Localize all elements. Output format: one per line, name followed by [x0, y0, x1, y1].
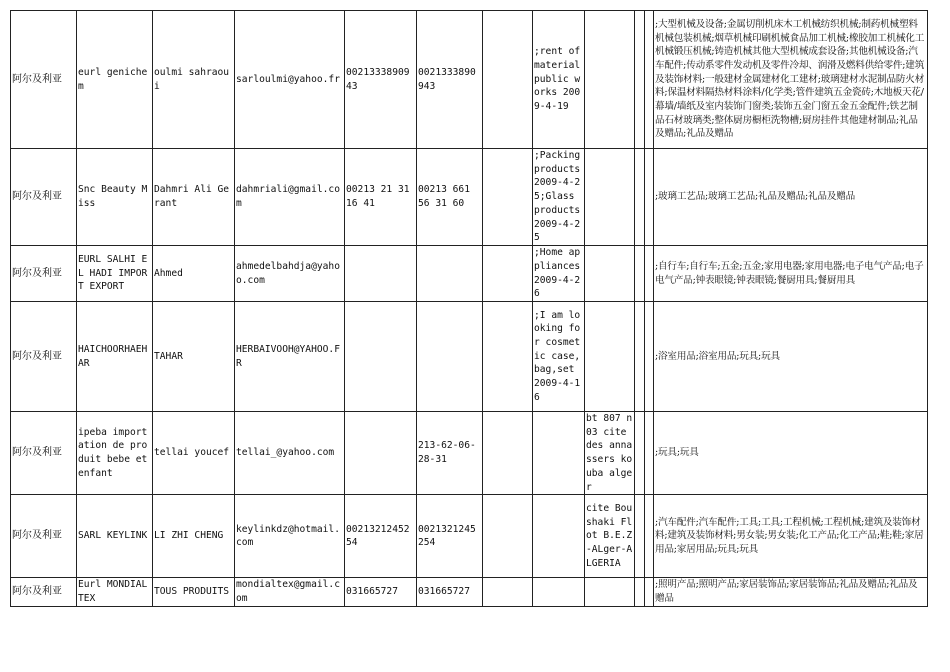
blank-cell	[645, 11, 654, 149]
blank-cell	[635, 578, 645, 606]
blank-cell	[483, 412, 533, 495]
phone-cell: 0021321245254	[345, 495, 417, 578]
country-cell: 阿尔及利亚	[11, 495, 77, 578]
blank-cell	[483, 11, 533, 149]
blank-cell	[645, 246, 654, 302]
contact-cell: oulmi sahraoui	[153, 11, 235, 149]
request-cell: ;Home appliances 2009-4-26	[533, 246, 585, 302]
address-cell	[585, 246, 635, 302]
blank-cell	[645, 495, 654, 578]
country-cell: 阿尔及利亚	[11, 11, 77, 149]
request-cell: ;rent of material public works 2009-4-19	[533, 11, 585, 149]
fax-cell	[417, 302, 483, 412]
products-cell: ;浴室用品;浴室用品;玩具;玩具	[654, 302, 928, 412]
address-cell	[585, 149, 635, 246]
table-row	[11, 149, 928, 246]
blank-cell	[645, 149, 654, 246]
address-cell: cite Boushaki Flot B.E.Z-ALger-ALGERIA	[585, 495, 635, 578]
address-cell	[585, 302, 635, 412]
company-cell: SARL KEYLINK	[77, 495, 153, 578]
company-cell: eurl genichem	[77, 11, 153, 149]
products-cell: ;玩具;玩具	[654, 412, 928, 495]
contact-cell: TOUS PRODUITS	[153, 578, 235, 606]
blank-cell	[483, 149, 533, 246]
email-cell: mondialtex@gmail.com	[235, 578, 345, 606]
company-cell: HAICHOORHAEHAR	[77, 302, 153, 412]
contact-cell: tellai youcef	[153, 412, 235, 495]
request-cell	[533, 412, 585, 495]
contacts-table	[10, 10, 928, 607]
address-cell: bt 807 n 03 cite des annassers kouba alger	[585, 412, 635, 495]
blank-cell	[645, 412, 654, 495]
table-row	[11, 495, 928, 578]
contact-cell: LI ZHI CHENG	[153, 495, 235, 578]
table-row	[11, 412, 928, 495]
request-cell: ;I am looking for cosmetic case,bag,set 2009-4-16	[533, 302, 585, 412]
blank-cell	[483, 578, 533, 606]
blank-cell	[635, 246, 645, 302]
email-cell: ahmedelbahdja@yahoo.com	[235, 246, 345, 302]
blank-cell	[483, 495, 533, 578]
company-cell: EURL SALHI EL HADI IMPORT EXPORT	[77, 246, 153, 302]
fax-cell	[417, 246, 483, 302]
contact-cell: Ahmed	[153, 246, 235, 302]
request-cell	[533, 578, 585, 606]
request-cell	[533, 495, 585, 578]
products-cell: ;大型机械及设备;金属切削机床木工机械纺织机械;制药机械塑料机械包装机械;烟草机械印刷机械食品加工机械;橡胶加工机械化工机械锻压机械;铸造机械其他大型机械成套设备;其他机械设备;汽车配件;传动系零件发动机及零件冷却、润滑及燃料供给零件;建筑及装饰材料;一般建材金属建材化工建材;玻璃建材水泥制品防火材料;保温材料隔热材料涂料/化学类;管件建筑五金瓷砖;木地板天花/幕墙/墙纸及室内装饰门窗类;装饰五金门窗五金五金配件;铁艺制品石材玻璃类;整体厨房橱柜洗物槽;厨房挂件其他建材制品;礼品及赠品;礼品及赠品	[654, 11, 928, 149]
table-row	[11, 11, 928, 149]
blank-cell	[645, 302, 654, 412]
email-cell: tellai_@yahoo.com	[235, 412, 345, 495]
blank-cell	[483, 302, 533, 412]
address-cell	[585, 11, 635, 149]
country-cell: 阿尔及利亚	[11, 246, 77, 302]
phone-cell: 031665727	[345, 578, 417, 606]
products-cell: ;玻璃工艺品;玻璃工艺品;礼品及赠品;礼品及赠品	[654, 149, 928, 246]
company-cell: Snc Beauty Miss	[77, 149, 153, 246]
fax-cell: 0021321245254	[417, 495, 483, 578]
blank-cell	[635, 302, 645, 412]
blank-cell	[483, 246, 533, 302]
products-cell: ;照明产品;照明产品;家居装饰品;家居装饰品;礼品及赠品;礼品及赠品	[654, 578, 928, 606]
country-cell: 阿尔及利亚	[11, 412, 77, 495]
country-cell: 阿尔及利亚	[11, 149, 77, 246]
company-cell: ipeba importation de produit bebe et enfant	[77, 412, 153, 495]
phone-cell: 00213 21 31 16 41	[345, 149, 417, 246]
blank-cell	[635, 495, 645, 578]
phone-cell	[345, 412, 417, 495]
phone-cell	[345, 246, 417, 302]
address-cell	[585, 578, 635, 606]
fax-cell: 213-62-06-28-31	[417, 412, 483, 495]
table-row	[11, 246, 928, 302]
blank-cell	[645, 578, 654, 606]
request-cell: ;Packing products 2009-4-25;Glass products 2009-4-25	[533, 149, 585, 246]
fax-cell: 031665727	[417, 578, 483, 606]
email-cell: dahmriali@gmail.com	[235, 149, 345, 246]
blank-cell	[635, 149, 645, 246]
table-row	[11, 578, 928, 606]
blank-cell	[635, 412, 645, 495]
phone-cell	[345, 302, 417, 412]
table-row	[11, 302, 928, 412]
country-cell: 阿尔及利亚	[11, 302, 77, 412]
contact-cell: TAHAR	[153, 302, 235, 412]
blank-cell	[635, 11, 645, 149]
email-cell: HERBAIVOOH@YAHOO.FR	[235, 302, 345, 412]
country-cell: 阿尔及利亚	[11, 578, 77, 606]
contact-cell: Dahmri Ali Gerant	[153, 149, 235, 246]
company-cell: Eurl MONDIALTEX	[77, 578, 153, 606]
email-cell: keylinkdz@hotmail.com	[235, 495, 345, 578]
products-cell: ;汽车配件;汽车配件;工具;工具;工程机械;工程机械;建筑及装饰材料;建筑及装饰材料;男女装;男女装;化工产品;化工产品;鞋;鞋;家居用品;家居用品;玩具;玩具	[654, 495, 928, 578]
fax-cell: 00213 661 56 31 60	[417, 149, 483, 246]
email-cell: sarloulmi@yahoo.fr	[235, 11, 345, 149]
products-cell: ;自行车;自行车;五金;五金;家用电器;家用电器;电子电气产品;电子电气产品;钟表眼镜;钟表眼镜;餐厨用具;餐厨用具	[654, 246, 928, 302]
phone-cell: 0021333890943	[345, 11, 417, 149]
fax-cell: 0021333890943	[417, 11, 483, 149]
